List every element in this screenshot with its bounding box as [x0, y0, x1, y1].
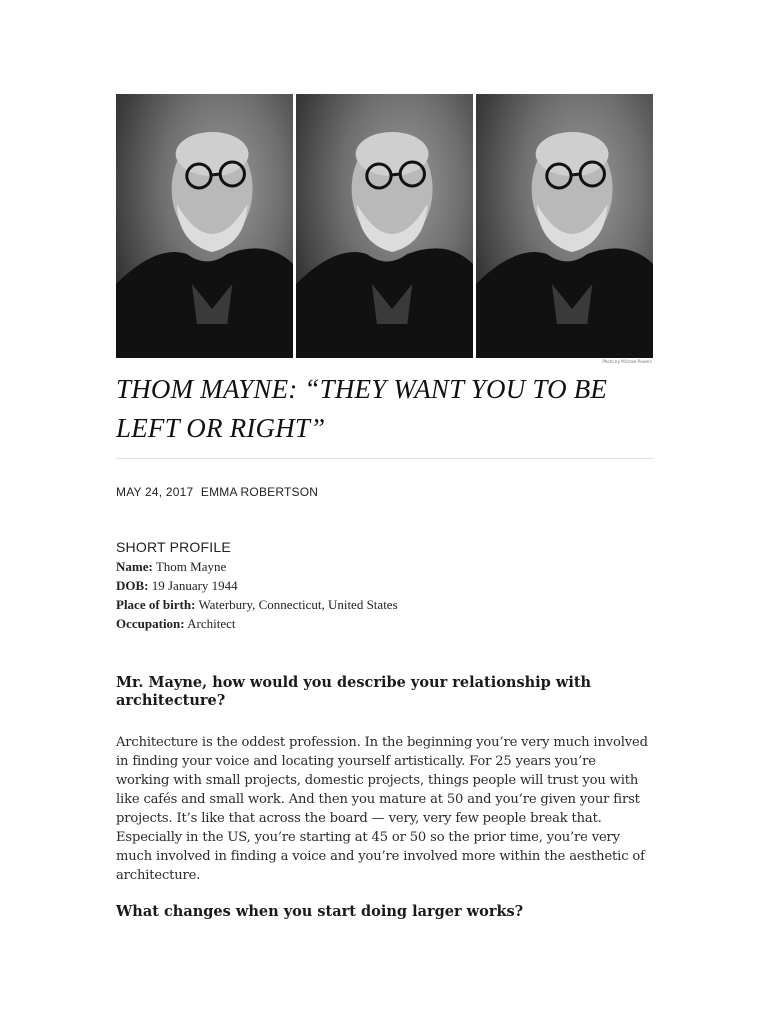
profile-label: Place of birth: [116, 597, 196, 612]
interview-question: What changes when you start doing larger works? [116, 903, 524, 920]
article-meta [116, 485, 318, 499]
photo-credit: Photo by Michael Powers [602, 359, 652, 364]
profile-value: 19 January 1944 [151, 578, 238, 593]
profile-label: DOB: [116, 578, 149, 593]
article-title: THOM MAYNE: “THEY WANT YOU TO BE LEFT OR RIGHT” [116, 374, 608, 443]
profile-value: Waterbury, Connecticut, United States [198, 597, 398, 612]
portrait-photo [116, 94, 293, 358]
profile-label: Occupation: [116, 616, 185, 631]
profile-heading: SHORT PROFILE [116, 539, 231, 555]
portrait-photo [296, 94, 473, 358]
profile-row-dob [116, 576, 656, 595]
profile-value: Thom Mayne [155, 559, 227, 574]
portrait-strip [116, 94, 653, 358]
profile-row-birthplace [116, 595, 656, 614]
interview-question: Mr. Mayne, how would you describe your relationship with architecture? [116, 674, 592, 709]
profile-row-name [116, 557, 656, 576]
title-divider [116, 458, 654, 459]
article-author[interactable]: EMMA ROBERTSON [200, 485, 319, 499]
profile-value: Architect [187, 616, 236, 631]
short-profile [116, 539, 656, 633]
article-date: MAY 24, 2017 [116, 485, 194, 499]
portrait-photo [476, 94, 653, 358]
profile-row-occupation [116, 614, 656, 633]
profile-label: Name: [116, 559, 153, 574]
interview-answer: Architecture is the oddest profession. In the beginning you’re very much involved in finding your voice and locating yourself artistically. For 25 years you’re working with small projects, domestic projects, things people will trust you with like cafés and small work. And then you mature at 50 and you’re given your first projects. It’s like that across the board — very, very few people break that. Especially in the US, you’re starting at 45 or 50 so the prior time, you’re very much involved in finding a voice and you’re involved more within the aesthetic of architecture. [116, 735, 648, 883]
